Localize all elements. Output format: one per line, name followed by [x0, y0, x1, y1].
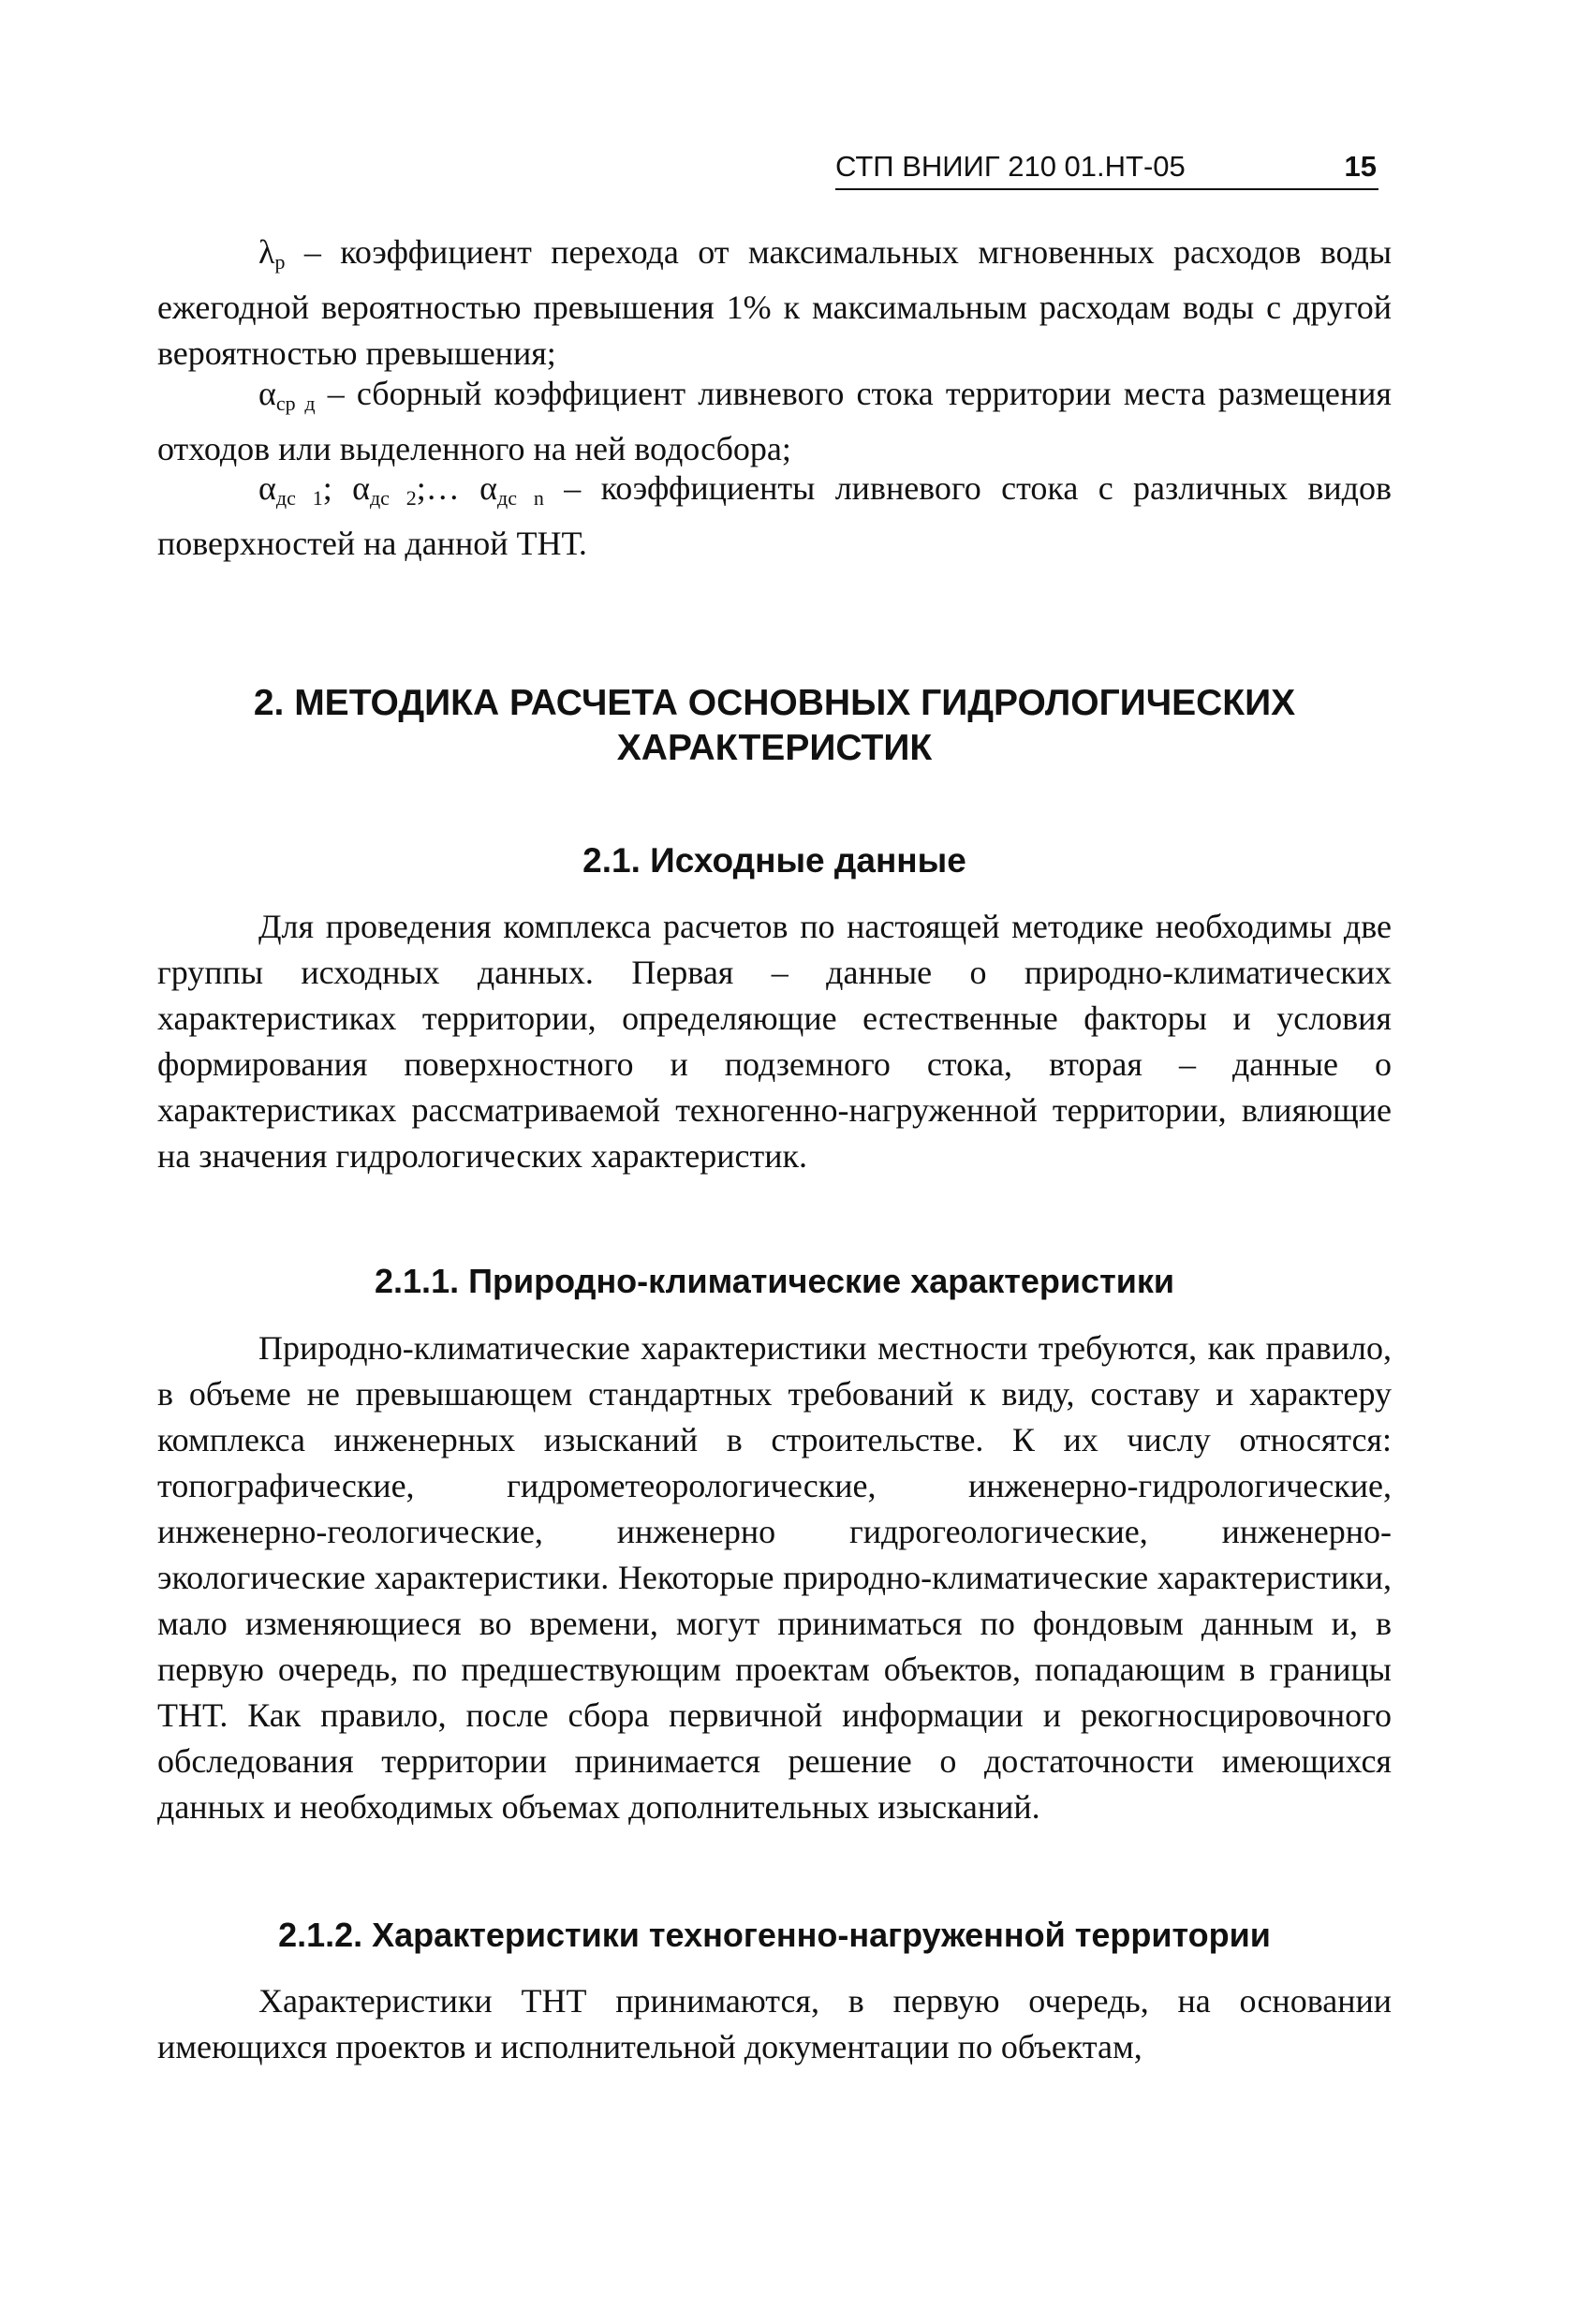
- running-header: [824, 150, 1386, 197]
- definition-separator: [544, 469, 564, 507]
- section-title: [157, 681, 1392, 771]
- subsection-title-2-1-2: 2.1.2. Характеристики техногенно-нагруженной территории: [278, 1916, 1271, 1954]
- definition-lambda: [157, 229, 1392, 377]
- definition-text: – коэффициент перехода от максимальных мгновенных расходов воды ежегодной вероятностью превышения 1% к максимальным расходам воды с другой вероятностью превышения;: [157, 233, 1393, 372]
- paragraph-2-1: Для проведения комплекса расчетов по настоящей методике необходимы две группы исходных данных. Первая – данные о природно-климатических характеристиках территории, определяющие естественные факторы и условия формирования поверхностного и подземного стока, вторая – данные о характеристиках рассматриваемой техногенно-нагруженной территории, влияющие на значения гидрологических характеристик.: [157, 908, 1392, 1175]
- definition-alpha-srd: [157, 371, 1392, 472]
- definition-separator: ;: [322, 469, 353, 507]
- definition-subscript: р: [274, 250, 286, 274]
- definition-alpha-ds: [157, 466, 1392, 567]
- definition-text: – коэффициенты ливневого стока с различных видов поверхностей на данной ТНТ.: [157, 469, 1392, 562]
- definition-symbol: λ: [258, 233, 275, 271]
- definition-symbol: α: [479, 469, 498, 507]
- definition-symbol: α: [352, 469, 370, 507]
- definition-text: – сборный коэффициент ливневого стока территории места размещения отходов или выделенного на ней водосбора;: [157, 375, 1392, 467]
- definition-symbol: α: [258, 375, 276, 412]
- page-number: 15: [1344, 150, 1377, 183]
- definition-subscript: ср д: [275, 392, 316, 415]
- definition-separator: ;…: [416, 469, 480, 507]
- definition-subscript: дс 2: [369, 486, 417, 510]
- section-title-line1: 2. МЕТОДИКА РАСЧЕТА ОСНОВНЫХ ГИДРОЛОГИЧЕСКИХ: [253, 683, 1296, 723]
- paragraph-2-1-1: Природно-климатические характеристики местности требуются, как правило, в объеме не превышающем стандартных требований к виду, составу и характеру комплекса инженерных изысканий в строительстве. К их числу относятся: топографические, гидрометеорологические, инженерно-гидрологические, инженерно-геологические, инженерно гидрогеологические, инженерно-экологические характеристики. Некоторые природно-климатические характеристики, мало изменяющиеся во времени, могут приниматься по фондовым данным и, в первую очередь, по предшествующим проектам объектов, попадающим в границы ТНТ. Как правило, после сбора первичной информации и рекогносцировочного обследования территории принимается решение о достаточности имеющихся данных и необходимых объемах дополнительных изысканий.: [157, 1329, 1392, 1826]
- header-rule: [835, 188, 1378, 190]
- section-title-line2: ХАРАКТЕРИСТИК: [616, 728, 933, 768]
- definition-symbol: α: [258, 469, 276, 507]
- subsection-title-2-1: 2.1. Исходные данные: [582, 841, 966, 880]
- definition-subscript: дс 1: [275, 486, 323, 510]
- subsection-title-2-1-1: 2.1.1. Природно-климатические характеристики: [375, 1262, 1174, 1300]
- standard-code: СТП ВНИИГ 210 01.НТ-05: [835, 150, 1186, 183]
- definition-subscript: дс n: [497, 486, 544, 510]
- paragraph-2-1-2: Характеристики ТНТ принимаются, в первую очередь, на основании имеющихся проектов и исполнительной документации по объектам,: [157, 1982, 1392, 2065]
